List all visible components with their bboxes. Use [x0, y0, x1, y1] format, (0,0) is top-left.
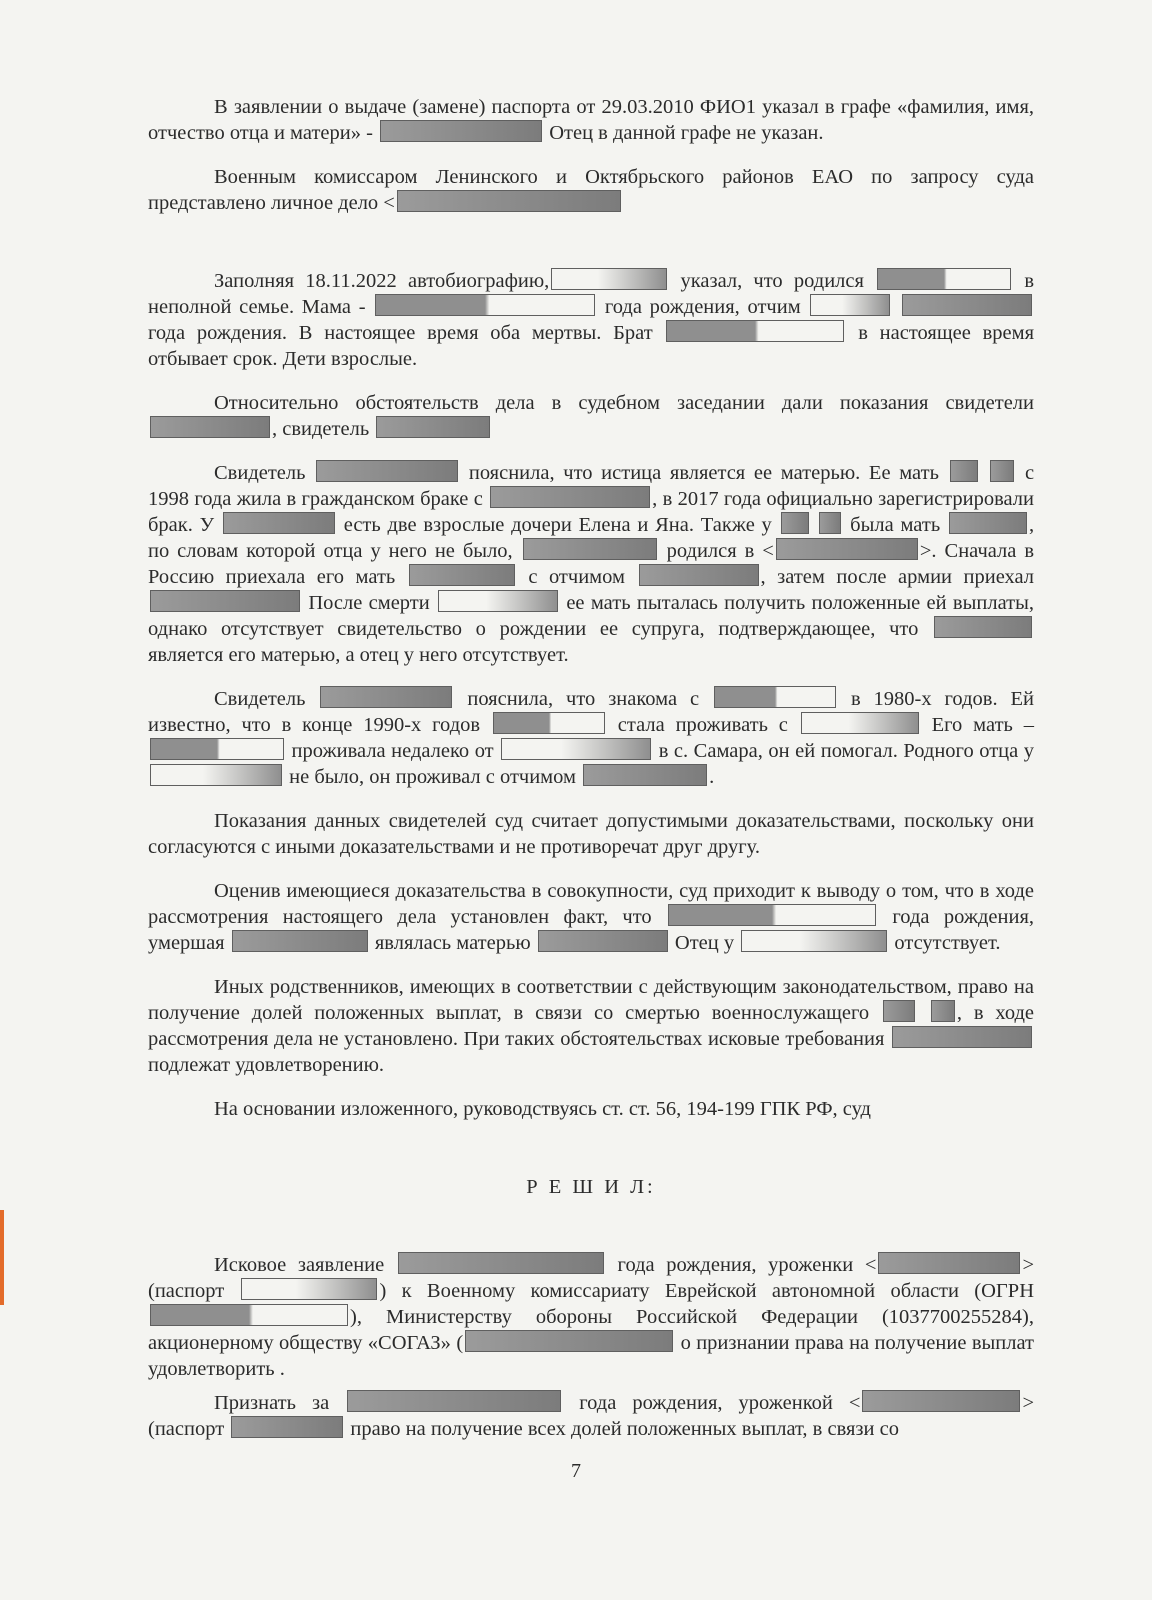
redaction — [380, 120, 542, 142]
page-number: 7 — [571, 1460, 581, 1482]
redaction — [950, 460, 978, 482]
scan-edge-mark — [0, 1210, 4, 1305]
redaction — [316, 460, 458, 482]
redaction — [810, 294, 890, 316]
redaction — [892, 1026, 1032, 1048]
redaction — [781, 512, 809, 534]
decision-heading: Р Е Ш И Л: — [526, 1176, 656, 1198]
redaction — [666, 320, 844, 342]
redaction — [714, 686, 836, 708]
redaction — [877, 268, 1011, 290]
redaction — [397, 190, 621, 212]
redaction — [583, 764, 707, 786]
paragraph-recognize: Признать за года рождения, уроженкой < > (паспорт право на получение всех долей положенных выплат, в связи со — [148, 1392, 1034, 1440]
redaction — [931, 1000, 955, 1022]
paragraph-relatives: Иных родственников, имеющих в соответствии с действующим законодательством, право на получение долей положенных выплат, в связи со смертью военнослужащего , в ходе рассмотрения дела не установлено. При таких обстоятельствах исковые требования подлежат удовлетворению. — [148, 976, 1035, 1076]
redaction — [231, 1416, 343, 1438]
redaction — [819, 512, 841, 534]
redaction — [150, 1304, 348, 1326]
redaction — [409, 564, 515, 586]
redaction — [398, 1252, 604, 1274]
redaction — [902, 294, 1032, 316]
paragraph-claim: Исковое заявление года рождения, уроженки < > (паспорт ) к Военному комиссариату Еврейской автономной области (ОГРН ), Министерству обороны Российской Федерации (1037700255284), акционерному обществу «СОГАЗ» ( о признании права на получение выплат удовлетворить . — [148, 1254, 1035, 1380]
redaction — [639, 564, 759, 586]
redaction — [150, 764, 282, 786]
redaction — [501, 738, 651, 760]
paragraph-conclusion: Оценив имеющиеся доказательства в совокупности, суд приходит к выводу о том, что в ходе рассмотрения настоящего дела установлен факт, что года рождения, умершая являлась матерью Отец у отсутствует. — [148, 880, 1035, 954]
redaction — [232, 930, 368, 952]
redaction — [934, 616, 1032, 638]
document-body — [148, 94, 1034, 1442]
redaction — [347, 1390, 561, 1412]
redaction — [538, 930, 668, 952]
paragraph-legal-basis: На основании изложенного, руководствуясь ст. ст. 56, 194-199 ГПК РФ, суд — [214, 1098, 871, 1120]
redaction — [493, 712, 605, 734]
redaction — [223, 512, 335, 534]
redaction — [862, 1390, 1020, 1412]
redaction — [883, 1000, 915, 1022]
redaction — [320, 686, 452, 708]
redaction — [741, 930, 887, 952]
paragraph-autobiography: Заполняя 18.11.2022 автобиографию, указал, что родился в неполной семье. Мама - года рождения, отчим года рождения. В настоящее время оба мертвы. Брат в настоящее время отбывает срок. Дети взрослые. — [148, 270, 1035, 370]
redaction — [150, 590, 300, 612]
redaction — [801, 712, 919, 734]
redaction — [438, 590, 558, 612]
redaction — [375, 294, 595, 316]
paragraph-personal-file: Военным комиссаром Ленинского и Октябрьского районов ЕАО по запросу суда представлено личное дело < — [148, 166, 1034, 214]
paragraph-witness-1: Свидетель пояснила, что истица является ее матерью. Ее мать с 1998 года жила в гражданском браке с , в 2017 года официально зарегистрировали брак. У есть две взрослые дочери Елена и Яна. Также у была мать , по словам которой отца у него не было, родился в < >. Сначала в Россию приехала его мать с отчимом , затем после армии приехал После смерти ее мать пыталась получить положенные ей выплаты, однако отсутствует свидетельство о рождении ее супруга, подтверждающее, что является его матерью, а отец у него отсутствует. — [148, 462, 1035, 666]
redaction — [990, 460, 1014, 482]
redaction — [551, 268, 667, 290]
redaction — [776, 538, 918, 560]
paragraph-witnesses: Относительно обстоятельств дела в судебном заседании дали показания свидетели , свидетель — [148, 390, 1034, 442]
redaction — [523, 538, 657, 560]
redaction — [878, 1252, 1020, 1274]
paragraph-passport: В заявлении о выдаче (замене) паспорта от 29.03.2010 ФИО1 указал в графе «фамилия, имя, отчество отца и матери» - Отец в данной графе не указан. — [148, 96, 1034, 144]
redaction — [241, 1278, 377, 1300]
paragraph-witness-2: Свидетель пояснила, что знакома с в 1980-х годов. Ей известно, что в конце 1990-х годов стала проживать с Его мать – проживала недалеко от в с. Самара, он ей помогал. Родного отца у не было, он проживал с отчимом . — [148, 688, 1035, 788]
redaction — [490, 486, 650, 508]
redaction — [949, 512, 1027, 534]
redaction — [465, 1330, 673, 1352]
redaction — [150, 416, 270, 438]
redaction — [376, 416, 490, 438]
redaction — [150, 738, 284, 760]
paragraph-evidence: Показания данных свидетелей суд считает допустимыми доказательствами, поскольку они согласуются с иными доказательствами и не противоречат друг другу. — [148, 810, 1034, 858]
redaction — [668, 904, 876, 926]
